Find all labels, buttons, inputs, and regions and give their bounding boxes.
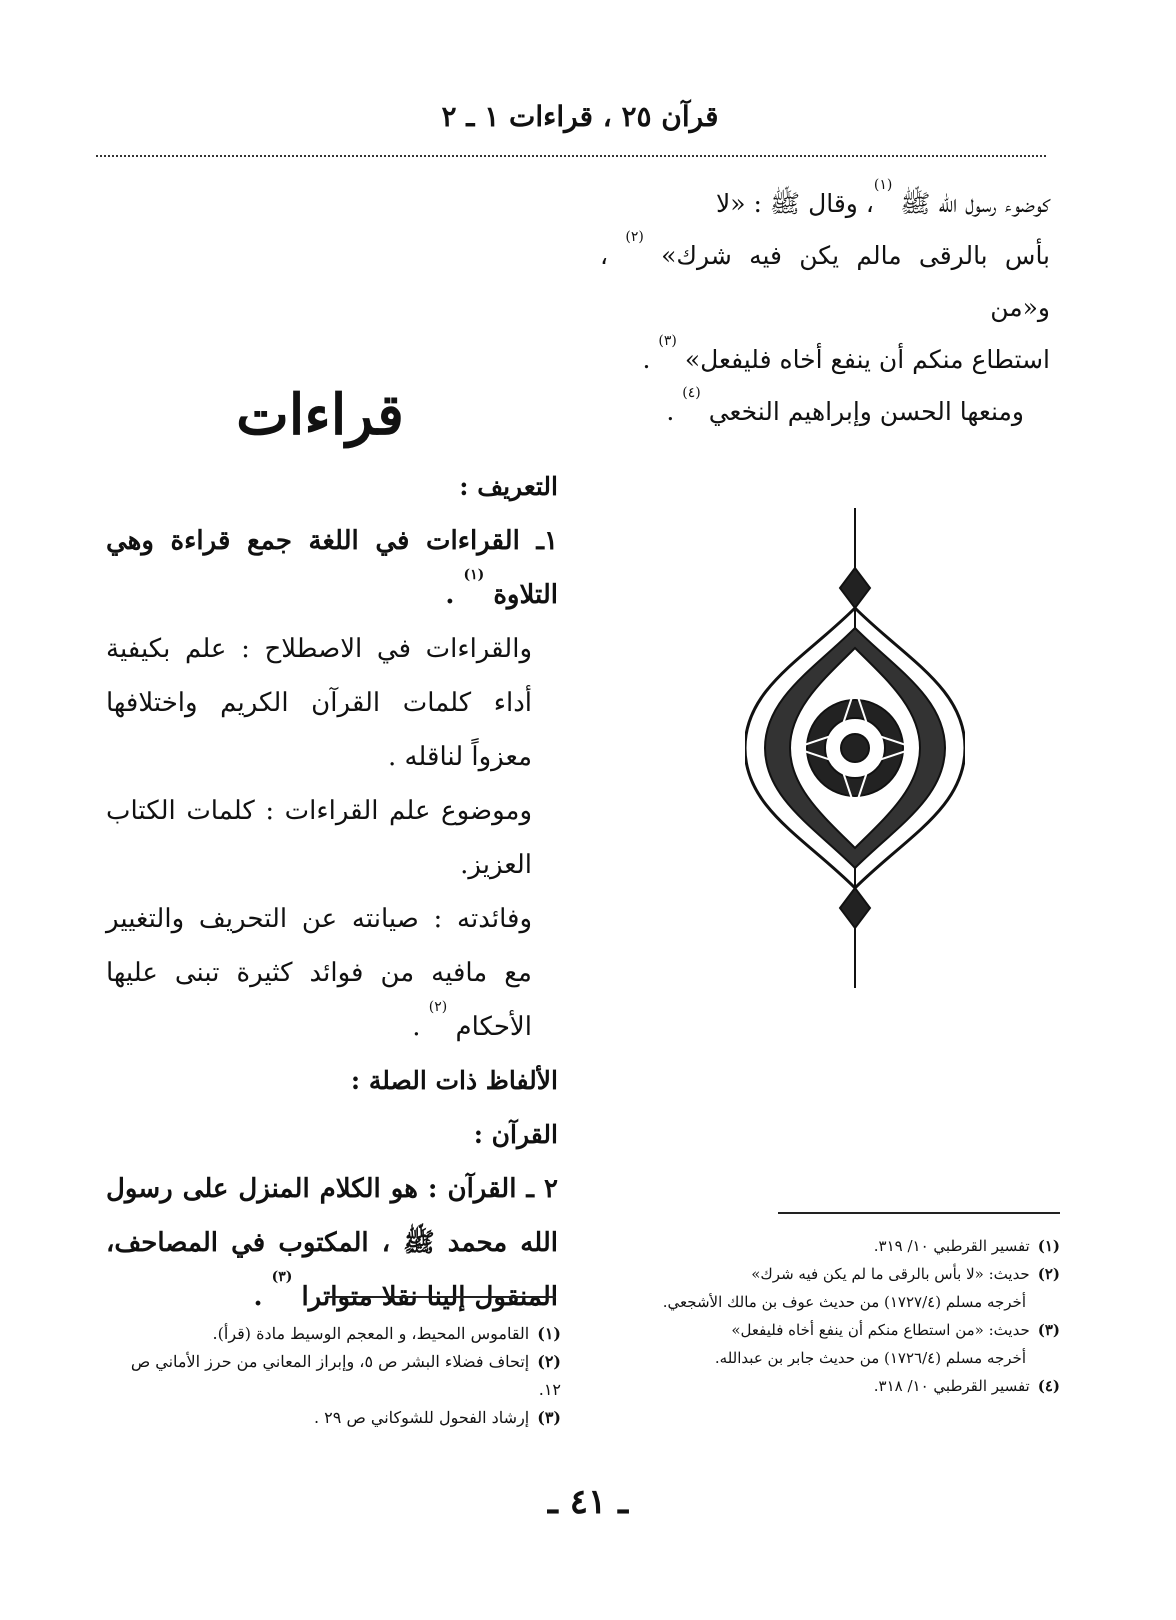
paragraph-5: [106, 1162, 558, 1324]
text-run: .: [445, 580, 455, 610]
continued-line: [600, 334, 1050, 386]
header-divider: [96, 155, 1046, 157]
footnotes-right: [620, 1232, 1060, 1400]
continued-line: [600, 386, 1050, 438]
footnote-ref: (٣): [271, 1269, 293, 1285]
footnote-text: القاموس المحيط، و المعجم الوسيط مادة (قرأ).: [212, 1324, 530, 1343]
footnote-item: [620, 1232, 1060, 1260]
continued-line: [600, 230, 1050, 334]
paragraph-4: [106, 892, 558, 1054]
footnote-text: تفسير القرطبي ١٠/ ٣١٩.: [873, 1237, 1030, 1255]
footnote-ref: (١): [463, 567, 485, 583]
footnote-text: إرشاد الفحول للشوكاني ص ٢٩ .: [314, 1408, 530, 1427]
footnote-item: [620, 1260, 1060, 1288]
definition-heading: التعريف :: [459, 472, 558, 501]
paragraph-3: وموضوع علم القراءات : كلمات الكتاب العزيز.: [106, 796, 532, 880]
text-run: ، وقال ﷺ : «لا: [716, 189, 874, 218]
footnote-number: (٢): [537, 1352, 561, 1371]
text-run: بأس بالرقى مالم يكن فيه شرك»: [661, 241, 1051, 270]
text-run: .: [642, 345, 651, 374]
footnote-number: (٣): [537, 1408, 561, 1427]
footnote-ref: (١): [873, 177, 893, 193]
footnote-item: [620, 1316, 1060, 1344]
section-title: قراءات: [236, 382, 404, 448]
footnote-text: إتحاف فضلاء البشر ص ٥، وإبراز المعاني من حرز الأماني ص ١٢.: [130, 1352, 561, 1399]
main-column: [106, 460, 558, 1324]
footnote-text: حديث: «من استطاع منكم أن ينفع أخاه فليفعل»: [731, 1321, 1030, 1339]
text-run: وفائدته : صيانته عن التحريف والتغيير مع مافيه من فوائد كثيرة تبنى عليها الأحكام: [106, 904, 532, 1042]
page-number: ـ ٤١ ـ: [547, 1482, 629, 1522]
paragraph-1: [106, 514, 558, 622]
text-run: .: [412, 1012, 421, 1042]
footnote-divider-right: [778, 1212, 1060, 1214]
footnote-number: (٢): [1037, 1265, 1060, 1283]
footnote-subtext: أخرجه مسلم (١٧٢٧/٤) من حديث عوف بن مالك الأشجعي.: [662, 1293, 1026, 1311]
footnote-subtext: أخرجه مسلم (١٧٢٦/٤) من حديث جابر بن عبدالله.: [714, 1349, 1026, 1367]
text-run: كوضوء رسول الله ﷺ: [892, 189, 1050, 218]
footnote-number: (١): [1037, 1237, 1060, 1255]
footnote-ref: (٤): [682, 385, 701, 401]
footnote-ref: (٢): [428, 999, 448, 1015]
footnote-number: (١): [537, 1324, 561, 1343]
footnote-item: [620, 1372, 1060, 1400]
footnote-item: [106, 1320, 561, 1348]
footnote-ref: (٢): [625, 229, 644, 245]
footnote-item: [106, 1348, 561, 1404]
ornament-icon: [745, 508, 965, 988]
footnote-number: (٣): [1037, 1321, 1060, 1339]
text-run: ومنعها الحسن وإبراهيم النخعي: [708, 397, 1024, 426]
text-run: ، و«من: [600, 241, 1050, 322]
footnote-divider-left: [326, 1296, 556, 1298]
footnote-text: تفسير القرطبي ١٠/ ٣١٨.: [873, 1377, 1030, 1395]
text-run: استطاع منكم أن ينفع أخاه فليفعل»: [684, 345, 1050, 374]
text-run: ٢ ـ القرآن : هو الكلام المنزل على رسول الله محمد ﷺ ، المكتوب في المصاحف، المنقول إلينا نقلا متواترا: [106, 1174, 558, 1312]
footnote-text: حديث: «لا بأس بالرقى ما لم يكن فيه شرك»: [751, 1265, 1030, 1283]
continued-text: [600, 178, 1050, 438]
text-run: .: [666, 397, 675, 426]
page-header: قرآن ٢٥ ، قراءات ١ ـ ٢: [441, 100, 719, 133]
footnotes-left: [106, 1320, 561, 1432]
text-run: ١ـ القراءات في اللغة جمع قراءة وهي التلاوة: [106, 526, 558, 610]
text-run: .: [253, 1282, 263, 1312]
quran-heading: القرآن :: [473, 1120, 558, 1149]
related-terms-heading: الألفاظ ذات الصلة :: [350, 1066, 558, 1095]
footnote-number: (٤): [1037, 1377, 1060, 1395]
paragraph-2: والقراءات في الاصطلاح : علم بكيفية أداء كلمات القرآن الكريم واختلافها معزواً لناقله .: [106, 634, 532, 772]
footnote-ref: (٣): [658, 333, 677, 349]
footnote-item: [106, 1404, 561, 1432]
continued-line: [600, 178, 1050, 230]
